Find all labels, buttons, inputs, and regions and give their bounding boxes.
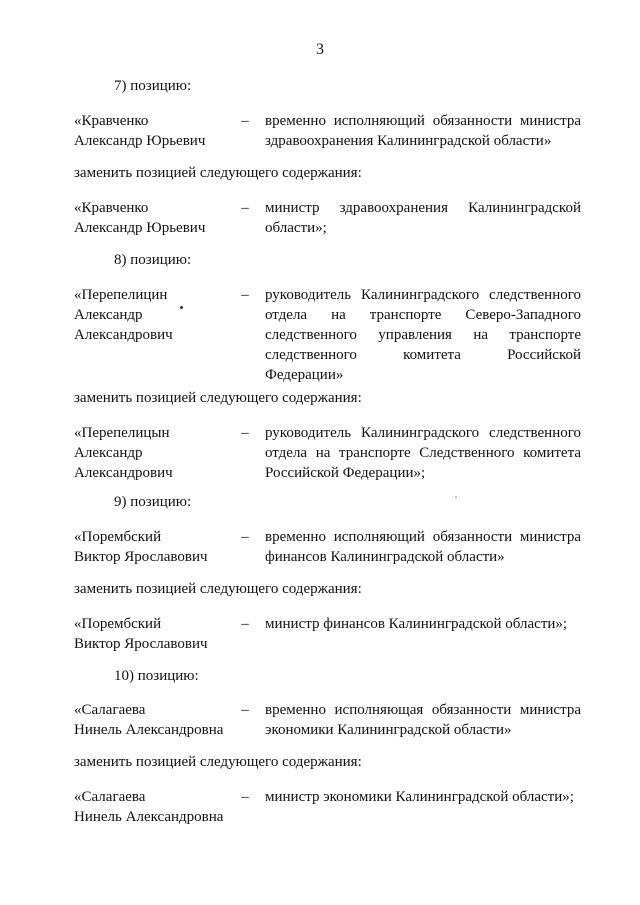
desc-line: временно исполняющий обязанности министра xyxy=(265,113,581,129)
dash: – xyxy=(241,200,249,216)
name-line: «Перепелицын xyxy=(74,425,170,441)
name-line: Александрович xyxy=(74,327,173,343)
dash: – xyxy=(241,287,249,303)
desc-line: министр экономики Калининградской области»; xyxy=(265,789,574,805)
replace-phrase: заменить позицией следующего содержания: xyxy=(74,754,362,770)
dash: – xyxy=(241,616,249,632)
item-9-old-name xyxy=(74,527,234,567)
desc-line: Российской Федерации»; xyxy=(265,465,426,481)
desc-line: временно исполняющая обязанности министра xyxy=(265,702,581,718)
item-10-old-name xyxy=(74,700,234,740)
item-10-heading: 10) позицию: xyxy=(114,668,199,684)
item-7-heading: 7) позицию: xyxy=(114,78,192,94)
item-9-heading: 9) позицию: xyxy=(114,494,192,510)
item-10-new-name xyxy=(74,787,234,827)
item-8-new-description xyxy=(265,423,581,483)
desc-line: следственного управления на транспорте xyxy=(265,327,581,343)
desc-line: руководитель Калининградского следственного xyxy=(265,425,581,441)
item-8-heading: 8) позицию: xyxy=(114,252,192,268)
desc-line: здравоохранения Калининградской области» xyxy=(265,133,552,149)
dash: – xyxy=(241,425,249,441)
desc-line: министр финансов Калининградской области»; xyxy=(265,616,568,632)
dash: – xyxy=(241,789,249,805)
name-line: Виктор Ярославович xyxy=(74,549,208,565)
name-line: «Салагаева xyxy=(74,702,146,718)
dash: – xyxy=(241,702,249,718)
item-7-old-name xyxy=(74,111,234,151)
name-line: «Перепелицин xyxy=(74,287,168,303)
desc-line: временно исполняющий обязанности министра xyxy=(265,529,581,545)
item-10-new-description xyxy=(265,787,581,807)
name-line: «Порембский xyxy=(74,529,162,545)
name-line: Виктор Ярославович xyxy=(74,636,208,652)
name-line: «Кравченко xyxy=(74,200,149,216)
desc-line: Федерации» xyxy=(265,367,344,383)
replace-phrase: заменить позицией следующего содержания: xyxy=(74,581,362,597)
item-10-old-description xyxy=(265,700,581,740)
name-line: Александр xyxy=(74,307,143,323)
item-7-old-description xyxy=(265,111,581,151)
desc-line: министр здравоохранения Калининградской xyxy=(265,200,581,216)
name-line: Александрович xyxy=(74,465,173,481)
desc-line: финансов Калининградской области» xyxy=(265,549,505,565)
name-line: Нинель Александровна xyxy=(74,809,224,825)
scan-speck xyxy=(455,496,457,498)
item-8-old-description xyxy=(265,285,581,385)
item-9-old-description xyxy=(265,527,581,567)
dash: – xyxy=(241,529,249,545)
name-line: «Салагаева xyxy=(74,789,146,805)
desc-line: отдела на транспорте Северо-Западного xyxy=(265,307,581,323)
page-number: 3 xyxy=(316,41,324,58)
item-9-new-name xyxy=(74,614,234,654)
desc-line: экономики Калининградской области» xyxy=(265,722,512,738)
name-line: Александр Юрьевич xyxy=(74,133,206,149)
replace-phrase: заменить позицией следующего содержания: xyxy=(74,390,362,406)
name-line: Нинель Александровна xyxy=(74,722,224,738)
name-line: Александр xyxy=(74,445,143,461)
name-line: Александр Юрьевич xyxy=(74,220,206,236)
item-7-new-name xyxy=(74,198,234,238)
name-line: «Порембский xyxy=(74,616,162,632)
item-7-new-description xyxy=(265,198,581,238)
name-line: «Кравченко xyxy=(74,113,149,129)
desc-line: области»; xyxy=(265,220,327,236)
desc-line: руководитель Калининградского следственного xyxy=(265,287,581,303)
item-8-old-name xyxy=(74,285,234,345)
desc-line: следственного комитета Российской xyxy=(265,347,581,363)
stray-dot-mark xyxy=(180,306,183,309)
item-8-new-name xyxy=(74,423,234,483)
desc-line: отдела на транспорте Следственного комитета xyxy=(265,445,581,461)
replace-phrase: заменить позицией следующего содержания: xyxy=(74,165,362,181)
item-9-new-description xyxy=(265,614,581,634)
dash: – xyxy=(241,113,249,129)
